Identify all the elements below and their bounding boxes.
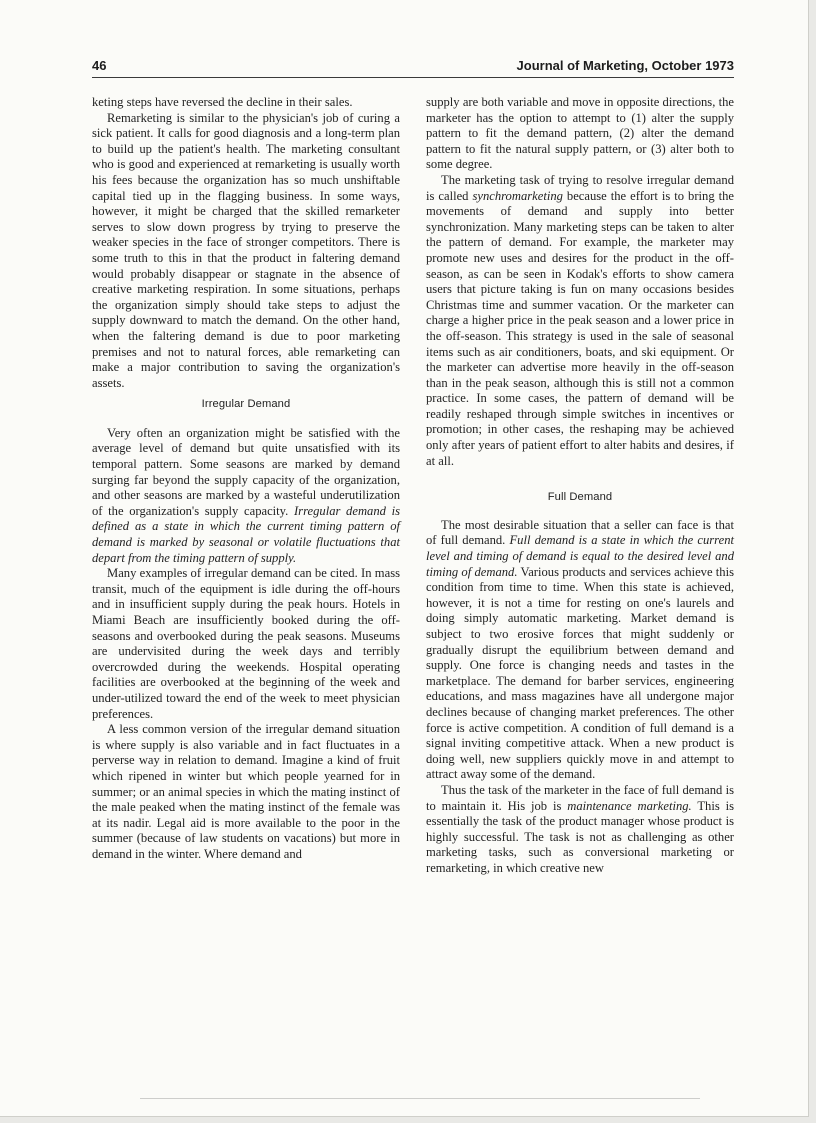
paragraph-remarketing: Remarketing is similar to the physician's job of curing a sick patient. It calls for good diagnosis and a long-term plan to build up the patient's health. The marketing consultant who is good and experienced at remarketing is usually worth his fees because the organization has so much unshiftable capital tied up in the flagging business. In some ways, however, it might be charged that the skilled remarketer serves to slow down progress by trying to preserve the weaker species in the face of stronger competitors. There is some truth to this in that the product in faltering demand would probably disappear or stagnate in the absence of creative marketing respiration. In some situations, perhaps the organization simply should take steps to adjust the supply downward to match the demand. On the other hand, when the faltering demand is due to poor marketing premises and not to natural forces, able remarketing can make a major contribution to saving the organization's assets. [92, 110, 400, 390]
synchro-text-b: because the effort is to bring the movements of demand and supply into better synchronization. Many marketing steps can be taken to alter the pattern of demand. For example, the marketer may promote new uses and desires for the product in the off-season, as can be seen in Kodak's efforts to show camera users that picture taking is fun on many occasions besides Christmas time and summer vacation. Or the marketer can charge a higher price in the peak season and a lower price in the off-season. This strategy is used in the sale of seasonal items such as air conditioners, boats, and ski equipment. Or the marketer can advertise more heavily in the off-season than in the peak season, although this is still not a common practice. In some cases, the pattern of demand will be readily reshaped through simple switches in incentives or promotion; in other cases, the reshaping may be achieved only after years of patient effort to alter habits and desires, if at all. [426, 188, 734, 468]
full-demand-text-b: Various products and services achieve this condition from time to time. When this state is achieved, however, it is not a time for resting on one's laurels and doing simply automatic marketing. Market demand is subject to two erosive forces that might suddenly or gradually disrupt the equilibrium between demand and supply. One force is changing needs and tastes in the marketplace. The demand for barber services, engineering educations, and mass magazines have all undergone major declines because of changing market preferences. The other force is active competition. A condition of full demand is a signal inviting competitive attack. When a new product is doing well, new suppliers quickly move in and attempt to attract away some of the demand. [426, 564, 734, 782]
full-demand-definition: Full demand is a state in which the current level and timing of demand is equal to the desired level and timing of demand. [426, 533, 734, 579]
paragraph-perverse-supply: A less common version of the irregular demand situation is where supply is also variable and in fact fluctuates in a perverse way in relation to demand. Imagine a kind of fruit which ripened in winter but which people yearned for in summer; or an animal species in which the mating instinct of the male peaked when the mating instinct of the female was at its nadir. Legal aid is more available to the poor in the summer (because of law students on vacations) but more in demand in the winter. Where demand and [92, 722, 400, 861]
paragraph-irregular-examples: Many examples of irregular demand can be cited. In mass transit, much of the equipment is idle during the off-hours and in insufficient supply during the peak hours. Hotels in Miami Beach are insufficiently booked during the off-seasons and overbooked during the peak seasons. Museums are undervisited during the week days and terribly overcrowded during the weekends. Hospital operating facilities are overbooked at the beginning of the week and under-utilized toward the end of the week to meet physician preferences. [92, 566, 400, 721]
irregular-intro-text: Very often an organization might be satisfied with the average level of demand but quite unsatisfied with its temporal pattern. Some seasons are marked by demand surging far beyond the supply capacity of the organization, and other seasons are marked by a wasteful underutilization of the organization's supply capacity. [92, 425, 400, 518]
synchro-text-a: The marketing task of trying to resolve irregular demand is called [426, 172, 734, 203]
full-demand-text-a: The most desirable situation that a seller can face is that of full demand. [426, 517, 734, 548]
paragraph-supply-options: supply are both variable and move in opposite directions, the marketer has the option to attempt to (1) alter the supply pattern to fit the demand pattern, (2) alter the demand pattern to fit the natural supply pattern, or (3) alter both to some degree. [426, 95, 734, 172]
synchromarketing-term: synchromarketing [472, 188, 563, 203]
irregular-demand-definition: Irregular demand is defined as a state in which the current timing pattern of demand is marked by seasonal or volatile fluctuations that depart from the timing pattern of supply. [92, 503, 401, 565]
maintenance-text-a: Thus the task of the marketer in the face of full demand is to maintain it. His job is [426, 782, 734, 813]
paragraph-synchromarketing [426, 173, 734, 469]
section-heading-full-demand: Full Demand [547, 491, 613, 504]
scan-artifact-line [140, 1098, 700, 1099]
paragraph-continued: keting steps have reversed the decline in their sales. [92, 95, 353, 109]
maintenance-marketing-term: maintenance marketing. [567, 798, 692, 813]
maintenance-text-b: This is essentially the task of the product manager whose product is highly successful. The task is not as challenging as other marketing tasks, such as conversional marketing or remarketing, in which creative new [426, 798, 734, 875]
right-column [426, 95, 734, 877]
paragraph-full-demand-definition [426, 518, 734, 783]
page-number: 46 [92, 58, 107, 73]
left-column [92, 95, 400, 863]
paragraph-irregular-definition [92, 426, 400, 566]
header-rule [92, 77, 734, 78]
paragraph-maintenance-marketing [426, 783, 734, 877]
section-heading-irregular-demand: Irregular Demand [201, 398, 291, 411]
journal-title: Journal of Marketing, October 1973 [516, 58, 734, 73]
